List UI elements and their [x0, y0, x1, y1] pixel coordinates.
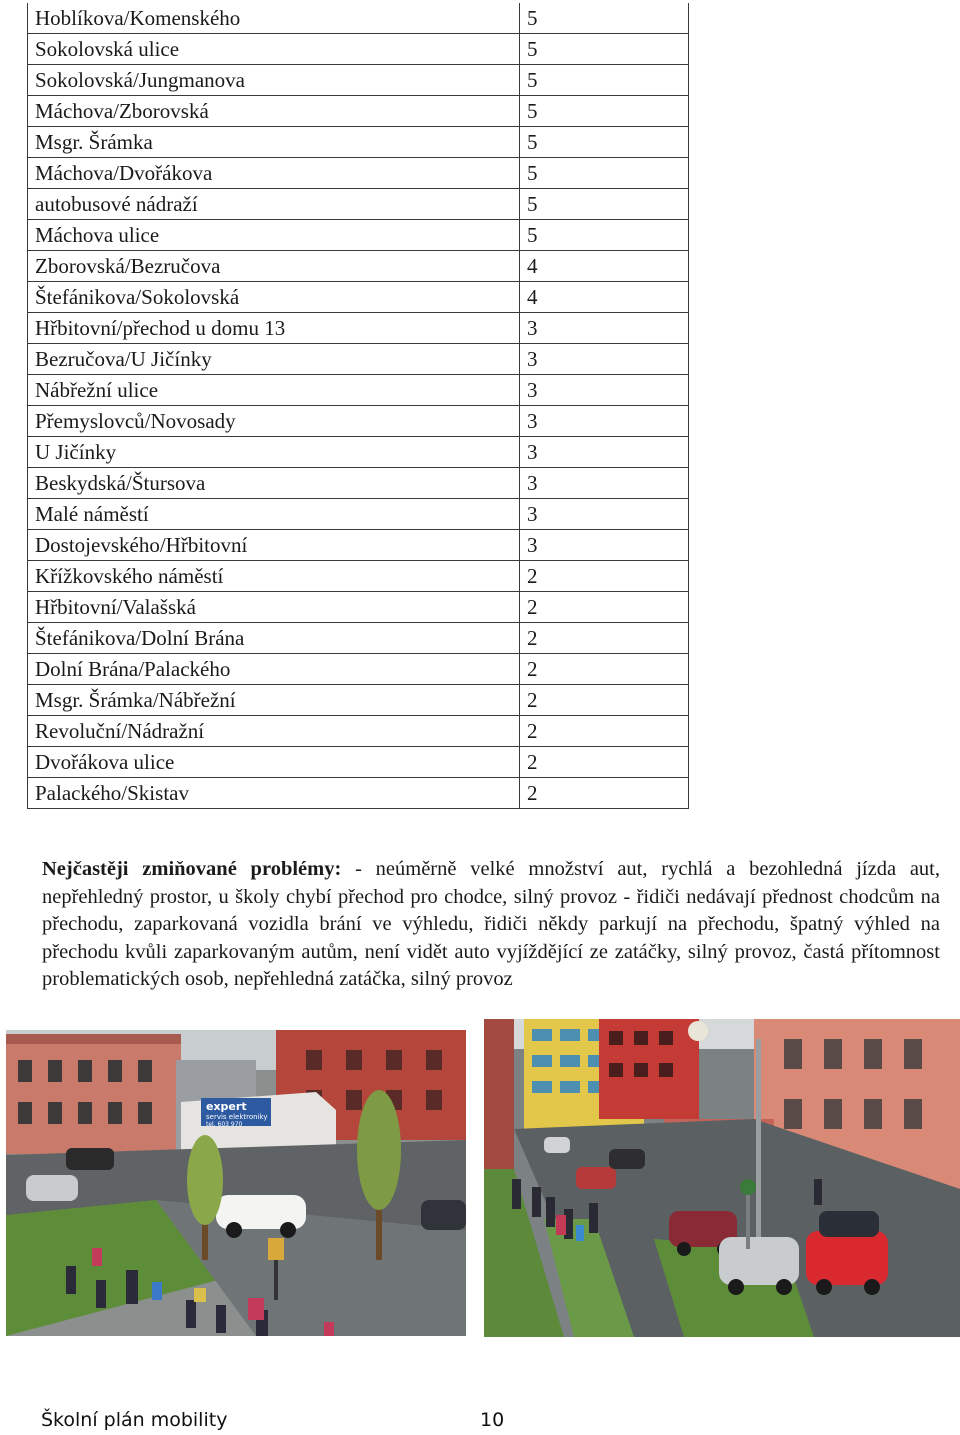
location-name-cell: Máchova ulice [28, 220, 520, 251]
shop-sign-subtext: servis elektroniky [206, 1113, 268, 1121]
problems-lead: Nejčastěji zmiňované problémy: [42, 858, 342, 880]
mention-count-cell: 3 [520, 344, 689, 375]
mention-count-cell: 2 [520, 716, 689, 747]
location-name-cell: Hřbitovní/přechod u domu 13 [28, 313, 520, 344]
shop-sign-text: expert [206, 1100, 247, 1113]
mention-count-cell: 2 [520, 561, 689, 592]
location-name-cell: Dostojevského/Hřbitovní [28, 530, 520, 561]
table-row [28, 716, 689, 747]
mention-count-cell: 2 [520, 747, 689, 778]
table-row [28, 96, 689, 127]
location-name-cell: Hřbitovní/Valašská [28, 592, 520, 623]
location-name-cell: Revoluční/Nádražní [28, 716, 520, 747]
mention-count-cell: 4 [520, 251, 689, 282]
location-name-cell: Dolní Brána/Palackého [28, 654, 520, 685]
table-row [28, 220, 689, 251]
mention-count-cell: 3 [520, 313, 689, 344]
location-name-cell: Zborovská/Bezručova [28, 251, 520, 282]
mention-count-cell: 3 [520, 468, 689, 499]
mention-count-cell: 3 [520, 530, 689, 561]
table-row [28, 623, 689, 654]
photo-street-corner [6, 1030, 466, 1336]
mention-count-cell: 3 [520, 406, 689, 437]
shop-sign-phone: tel. 603 970 [206, 1121, 243, 1128]
mention-count-cell: 5 [520, 34, 689, 65]
location-name-cell: Msgr. Šrámka/Nábřežní [28, 685, 520, 716]
mention-count-cell: 2 [520, 685, 689, 716]
location-name-cell: Štefánikova/Dolní Brána [28, 623, 520, 654]
table-row [28, 499, 689, 530]
location-name-cell: Bezručova/U Jičínky [28, 344, 520, 375]
footer-page-number: 10 [480, 1409, 505, 1431]
crossing-frequency-table [27, 3, 689, 809]
table-row [28, 3, 689, 34]
location-name-cell: Dvořákova ulice [28, 747, 520, 778]
location-name-cell: Sokolovská ulice [28, 34, 520, 65]
table-row [28, 685, 689, 716]
table-row [28, 654, 689, 685]
table-row [28, 778, 689, 809]
mention-count-cell: 2 [520, 778, 689, 809]
mention-count-cell: 3 [520, 437, 689, 468]
table-row [28, 344, 689, 375]
location-name-cell: Křížkovského náměstí [28, 561, 520, 592]
mention-count-cell: 5 [520, 3, 689, 34]
mention-count-cell: 5 [520, 189, 689, 220]
table-row [28, 313, 689, 344]
location-name-cell: Máchova/Dvořákova [28, 158, 520, 189]
table-row [28, 65, 689, 96]
mention-count-cell: 5 [520, 220, 689, 251]
mention-count-cell: 5 [520, 96, 689, 127]
table-row [28, 251, 689, 282]
mention-count-cell: 5 [520, 158, 689, 189]
mention-count-cell: 2 [520, 623, 689, 654]
table-row [28, 34, 689, 65]
table-row [28, 189, 689, 220]
location-name-cell: Přemyslovců/Novosady [28, 406, 520, 437]
mention-count-cell: 4 [520, 282, 689, 313]
mention-count-cell: 2 [520, 592, 689, 623]
table-row [28, 406, 689, 437]
table-row [28, 127, 689, 158]
table-row [28, 282, 689, 313]
mention-count-cell: 3 [520, 375, 689, 406]
location-name-cell: Máchova/Zborovská [28, 96, 520, 127]
location-name-cell: Sokolovská/Jungmanova [28, 65, 520, 96]
table-row [28, 375, 689, 406]
location-name-cell: Palackého/Skistav [28, 778, 520, 809]
table-row [28, 437, 689, 468]
location-name-cell: Nábřežní ulice [28, 375, 520, 406]
mention-count-cell: 3 [520, 499, 689, 530]
mention-count-cell: 5 [520, 65, 689, 96]
location-name-cell: Malé náměstí [28, 499, 520, 530]
table-row [28, 592, 689, 623]
location-name-cell: Hoblíkova/Komenského [28, 3, 520, 34]
table-row [28, 468, 689, 499]
mention-count-cell: 5 [520, 127, 689, 158]
location-name-cell: Beskydská/Štursova [28, 468, 520, 499]
problems-text: - neúměrně velké množství aut, rychlá a bezohledná jízda aut, nepřehledný prostor, u školy chybí přechod pro chodce, silný provoz - řidiči nedávají přednost chodcům na přechodu, zaparkovaná vozidla brání ve výhledu, řidiči někdy parkují na přechodu, špatný výhled na přechodu kvůli zaparkovaným autům, není vidět auto vyjíždějící ze zatáčky, silný provoz, častá přítomnost problematických osob, nepřehledná zatáčka, silný provoz [42, 858, 940, 990]
table-row [28, 158, 689, 189]
table-row [28, 530, 689, 561]
table-row [28, 747, 689, 778]
location-name-cell: U Jičínky [28, 437, 520, 468]
location-name-cell: autobusové nádraží [28, 189, 520, 220]
location-name-cell: Štefánikova/Sokolovská [28, 282, 520, 313]
location-name-cell: Msgr. Šrámka [28, 127, 520, 158]
mention-count-cell: 2 [520, 654, 689, 685]
problems-paragraph [42, 856, 940, 994]
photo-parked-cars-street [484, 1019, 960, 1337]
table-row [28, 561, 689, 592]
footer-document-title: Školní plán mobility [41, 1409, 228, 1431]
